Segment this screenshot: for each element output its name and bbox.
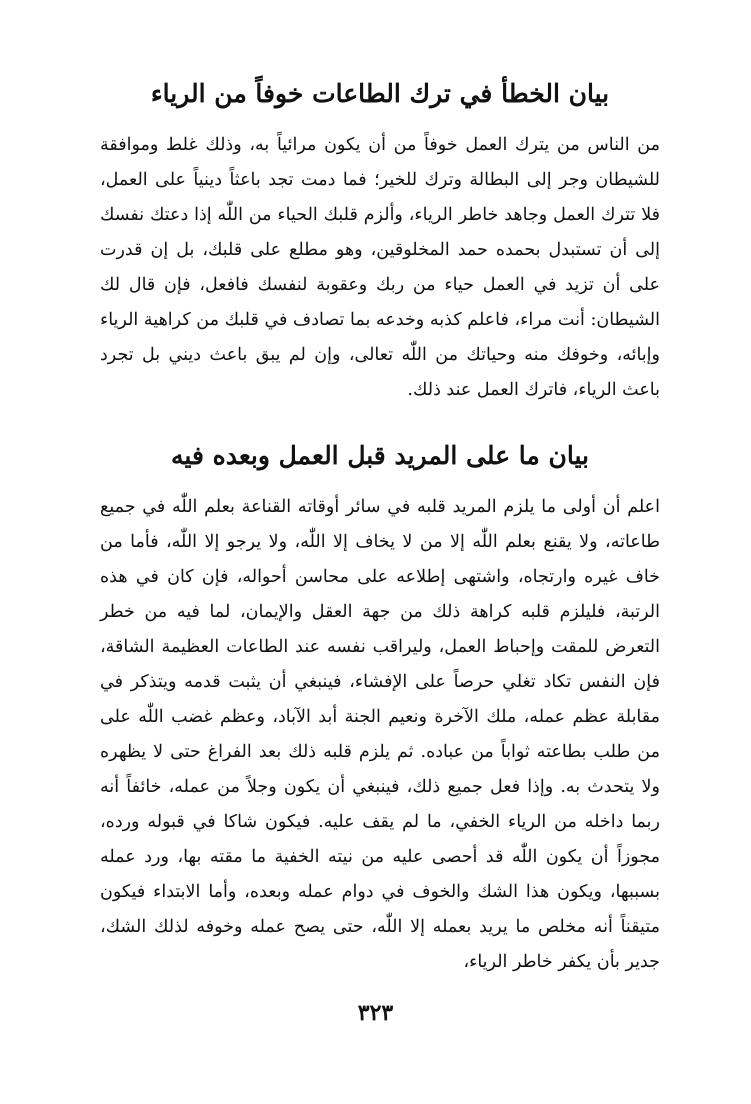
section-title: بيان الخطأ في ترك الطاعات خوفاً من الرياء xyxy=(150,79,610,108)
section-paragraph: من الناس من يترك العمل خوفاً من أن يكون مرائياً به، وذلك غلط وموافقة للشيطان وجر إلى البطالة وترك للخير؛ فما دمت تجد باعثاً دينياً على العمل، فلا تترك العمل وجاهد خاطر الرياء، وألزم قلبك الحياء من اللّٰه إذا دعتك نفسك إلى أن تستبدل بحمده حمد المخلوقين، وهو مطلع على قلبك، بل إن قدرت على أن تزيد في العمل حياء من ربك وعقوبة لنفسك فافعل، فإن قال لك الشيطان: أنت مراء، فاعلم كذبه وخدعه بما تصادف في قلبك من كراهية الرياء وإبائه، وخوفك منه وحياتك من اللّٰه تعالى، وإن لم يبق باعث ديني بل تجرد باعث الرياء، فاترك العمل عند ذلك. xyxy=(100,135,661,400)
page-body xyxy=(100,60,660,980)
section-paragraph: اعلم أن أولى ما يلزم المريد قلبه في سائر أوقاته القناعة بعلم اللّٰه في جميع طاعاته، ولا يقنع بعلم اللّٰه إلا من لا يخاف إلا اللّٰه، ولا يرجو إلا اللّٰه، فأما من خاف غيره وارتجاه، واشتهى إطلاعه على محاسن أحواله، فإن كان في هذه الرتبة، فليلزم قلبه كراهة ذلك من جهة العقل والإيمان، لما فيه من خطر التعرض للمقت وإحباط العمل، وليراقب نفسه عند الطاعات العظيمة الشاقة، فإن النفس تكاد تغلي حرصاً على الإفشاء، فينبغي أن يثبت قدمه ويتذكر في مقابلة عظم عمله، ملك الآخرة ونعيم الجنة أبد الآباد، وعظم غضب اللّٰه على من طلب بطاعته ثواباً من عباده. ثم يلزم قلبه ذلك بعد الفراغ حتى لا يظهره ولا يتحدث به. وإذا فعل جميع ذلك، فينبغي أن يكون وجلاً من عمله، خائفاً أنه ربما داخله من الرياء الخفي، ما لم يقف عليه. فيكون شاكا في قبوله ورده، مجوزاً أن يكون اللّٰه قد أحصى عليه من نيته الخفية ما مقته بها، ورد عمله بسببها، ويكون هذا الشك والخوف في دوام عمله وبعده، وأما الابتداء فيكون متيقناً أنه مخلص ما يريد بعمله إلا اللّٰه، حتى يصح عمله وخوفه لذلك الشك، جدير بأن يكفر خاطر الرياء، xyxy=(100,497,660,972)
page-number: ٣٢٣ xyxy=(357,1000,394,1026)
section-title: بيان ما على المريد قبل العمل وبعده فيه xyxy=(171,441,589,470)
